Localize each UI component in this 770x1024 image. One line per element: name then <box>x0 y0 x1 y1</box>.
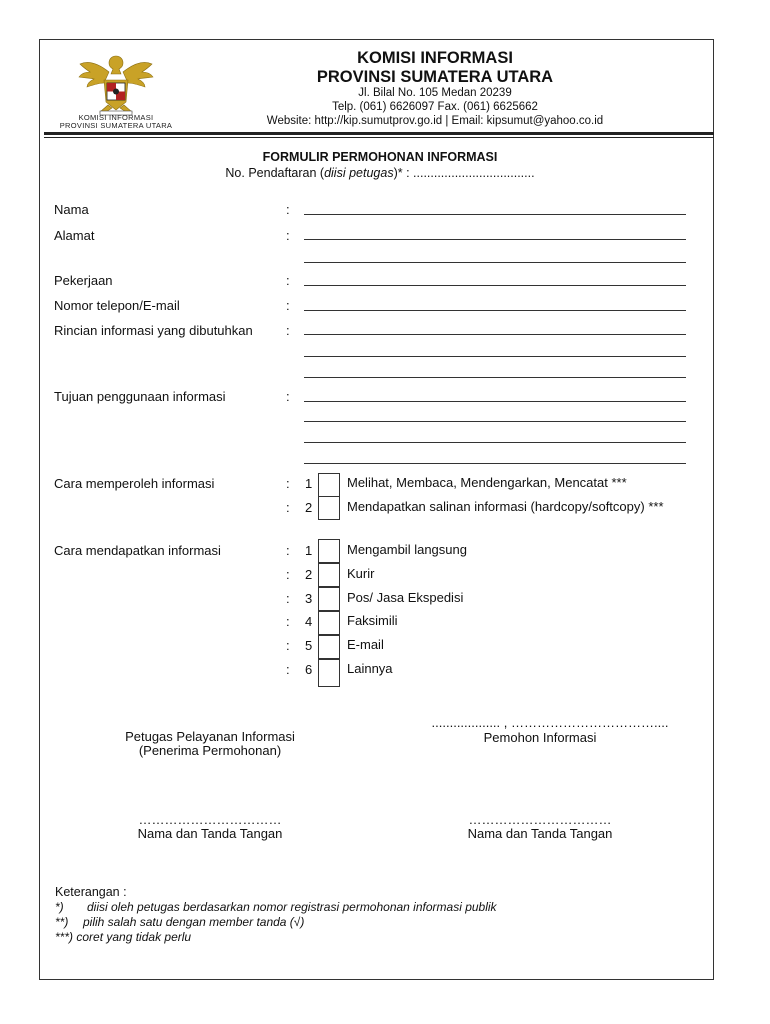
org-phone: Telp. (061) 6626097 Fax. (061) 6625662 <box>332 101 538 113</box>
org-address: Jl. Bilal No. 105 Medan 20239 <box>358 87 512 99</box>
field-colon: : <box>286 298 290 313</box>
date-place-line[interactable]: ................... , …………………………….... <box>431 715 669 730</box>
field-label-tujuan: Tujuan penggunaan informasi <box>54 389 226 404</box>
delivery-checkbox-1[interactable] <box>318 539 340 563</box>
field-label-nama: Nama <box>54 202 89 217</box>
left-signature-dots[interactable]: …………………………… <box>138 812 282 827</box>
delivery-option-text: Lainnya <box>347 661 393 676</box>
left-signature-role-sub: (Penerima Permohonan) <box>138 743 282 758</box>
nama-input-line[interactable] <box>304 214 686 215</box>
note-text: coret yang tidak perlu <box>76 930 192 944</box>
field-colon: : <box>286 591 290 606</box>
rincian-input-line-2[interactable] <box>304 356 686 357</box>
logo-caption-line1: KOMISI INFORMASI <box>78 113 154 122</box>
field-colon: : <box>286 638 290 653</box>
field-label-alamat: Alamat <box>54 228 95 243</box>
note-text: diisi oleh petugas berdasarkan nomor registrasi permohonan informasi publik <box>87 900 497 914</box>
obtain-option-text: Melihat, Membaca, Mendengarkan, Mencatat *** <box>347 475 627 490</box>
obtain-checkbox-2[interactable] <box>318 496 340 520</box>
delivery-option-text: Pos/ Jasa Ekspedisi <box>347 590 464 605</box>
field-colon: : <box>286 389 290 404</box>
field-label-telepon: Nomor telepon/E-mail <box>54 298 180 313</box>
reg-suffix: )* : ................................... <box>393 166 535 180</box>
org-name-line1: KOMISI INFORMASI <box>357 49 513 67</box>
delivery-checkbox-2[interactable] <box>318 563 340 587</box>
tujuan-input-line-1[interactable] <box>304 401 686 402</box>
delivery-checkbox-6[interactable] <box>318 659 340 687</box>
field-colon: : <box>286 476 290 491</box>
right-signature-dots[interactable]: …………………………… <box>468 812 612 827</box>
delivery-option-number: 5 <box>305 638 313 653</box>
field-colon: : <box>286 500 290 515</box>
reg-italic: diisi petugas <box>324 166 394 180</box>
right-signature-role: Pemohon Informasi <box>483 730 597 745</box>
delivery-option-number: 2 <box>305 567 313 582</box>
tujuan-input-line-4[interactable] <box>304 463 686 464</box>
reg-prefix: No. Pendaftaran ( <box>225 166 325 180</box>
right-name-signature-label: Nama dan Tanda Tangan <box>467 826 613 841</box>
field-colon: : <box>286 323 290 338</box>
header-divider-thin <box>44 137 714 138</box>
note-item-2 <box>55 915 304 929</box>
logo-caption-line2: PROVINSI SUMATERA UTARA <box>59 121 173 130</box>
header-divider-thick <box>44 132 714 135</box>
pekerjaan-input-line[interactable] <box>304 285 686 286</box>
field-colon: : <box>286 614 290 629</box>
field-colon: : <box>286 567 290 582</box>
rincian-input-line-3[interactable] <box>304 377 686 378</box>
left-signature-role: Petugas Pelayanan Informasi <box>125 729 295 744</box>
obtain-option-number: 2 <box>305 500 313 515</box>
alamat-input-line-2[interactable] <box>304 262 686 263</box>
delivery-option-number: 1 <box>305 543 313 558</box>
note-text: pilih salah satu dengan member tanda (√) <box>83 915 305 929</box>
field-colon: : <box>286 273 290 288</box>
delivery-option-number: 6 <box>305 662 313 677</box>
rincian-input-line-1[interactable] <box>304 334 686 335</box>
notes-heading: Keterangan : <box>55 885 127 899</box>
alamat-input-line-1[interactable] <box>304 239 686 240</box>
telepon-input-line[interactable] <box>304 310 686 311</box>
delivery-option-text: E-mail <box>347 637 384 652</box>
delivery-option-text: Mengambil langsung <box>347 542 467 557</box>
delivery-checkbox-4[interactable] <box>318 611 340 635</box>
obtain-option-number: 1 <box>305 476 313 491</box>
delivery-option-number: 3 <box>305 591 313 606</box>
obtain-option-text: Mendapatkan salinan informasi (hardcopy/softcopy) *** <box>347 499 664 514</box>
obtain-label: Cara memperoleh informasi <box>54 476 215 491</box>
delivery-option-number: 4 <box>305 614 313 629</box>
logo-caption <box>54 114 178 130</box>
registration-number-line[interactable] <box>140 166 620 180</box>
field-label-rincian: Rincian informasi yang dibutuhkan <box>54 323 253 338</box>
note-mark: *) <box>55 900 64 914</box>
note-item-1 <box>55 900 497 914</box>
field-colon: : <box>286 202 290 217</box>
left-name-signature-label: Nama dan Tanda Tangan <box>137 826 283 841</box>
field-colon: : <box>286 662 290 677</box>
tujuan-input-line-2[interactable] <box>304 421 686 422</box>
org-web-email: Website: http://kip.sumutprov.go.id | Email: kipsumut@yahoo.co.id <box>266 115 604 127</box>
obtain-checkbox-1[interactable] <box>318 473 340 497</box>
tujuan-input-line-3[interactable] <box>304 442 686 443</box>
note-item-3 <box>55 930 191 944</box>
form-title: FORMULIR PERMOHONAN INFORMASI <box>262 150 498 164</box>
delivery-checkbox-5[interactable] <box>318 635 340 659</box>
note-mark: **) <box>55 915 69 929</box>
field-label-pekerjaan: Pekerjaan <box>54 273 113 288</box>
delivery-option-text: Kurir <box>347 566 375 581</box>
delivery-option-text: Faksimili <box>347 613 398 628</box>
field-colon: : <box>286 543 290 558</box>
note-mark: ***) <box>55 930 74 944</box>
delivery-label: Cara mendapatkan informasi <box>54 543 221 558</box>
field-colon: : <box>286 228 290 243</box>
delivery-checkbox-3[interactable] <box>318 587 340 611</box>
org-name-line2: PROVINSI SUMATERA UTARA <box>316 68 554 86</box>
